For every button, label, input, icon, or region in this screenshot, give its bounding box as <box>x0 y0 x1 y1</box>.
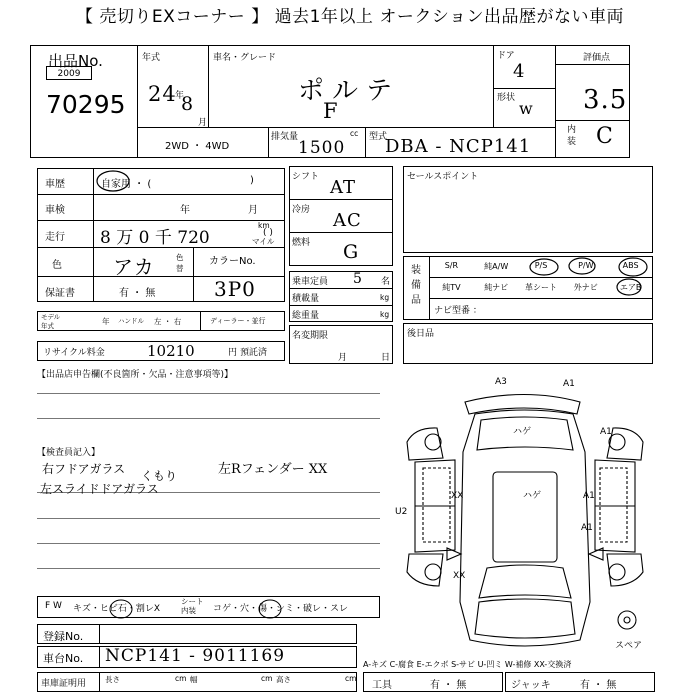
recycle-label: リサイクル料金 <box>43 348 105 358</box>
fw-label: F W <box>45 601 62 611</box>
car-name-value: ポルテ <box>298 76 401 106</box>
diagram-mark: A1 <box>563 379 575 389</box>
post-notes-label: 後日品 <box>407 329 435 339</box>
equipment-item: P/S <box>534 261 548 270</box>
seat-items: コゲ・穴・傷・シミ・破レ・スレ <box>213 604 349 614</box>
doors-label: ドア <box>497 51 515 61</box>
lot-number: 70295 <box>46 90 126 119</box>
equipment-label: 装備品 <box>411 265 421 306</box>
model-reg-label: モデル <box>41 313 61 321</box>
diagram-mark: ハゲ <box>523 491 542 501</box>
mileage-km: km <box>258 221 270 230</box>
sales-point-label: セールスポイント <box>407 172 479 182</box>
cert-height: 高さ <box>276 675 291 684</box>
gross-unit: kg <box>380 310 390 319</box>
mileage-mile: マイル <box>252 237 275 246</box>
color-label: 色 <box>52 260 62 271</box>
chassis-value: NCP141 - 9011169 <box>105 646 286 666</box>
model-reg-dealer: ディーラー・並行 <box>210 317 266 325</box>
mileage-paren: ( ) <box>263 228 273 238</box>
mileage-label: 走行 <box>45 232 65 243</box>
inspector-note-1: 右フドアガラス <box>42 462 126 476</box>
tools-label: 工具 <box>372 680 392 691</box>
inspector-note-3: くもり <box>141 469 178 483</box>
name-change-label: 名変期限 <box>292 331 329 341</box>
model-year-value: 24 <box>148 82 177 106</box>
interior-label: 内装 <box>567 125 577 147</box>
color-change-label: 色替 <box>176 253 184 273</box>
displacement-label: 排気量 <box>271 132 299 142</box>
equipment-item: ABS <box>622 261 639 270</box>
model-year-label: 年式 <box>142 53 161 63</box>
lot-year-box: 2009 <box>46 66 92 80</box>
diagram-mark: A1 <box>581 523 593 533</box>
equipment-item: P/W <box>578 261 594 270</box>
diagram-mark: XX <box>451 491 464 501</box>
shift-value: AT <box>330 177 357 198</box>
fw-items: キズ・ヒビ石・割レX <box>73 604 160 614</box>
history-label: 車歴 <box>45 179 65 190</box>
color-no-label: カラーNo. <box>209 256 256 267</box>
model-type-label: 型式 <box>369 132 388 142</box>
equipment-marks <box>429 256 653 300</box>
equipment-item: エアB <box>619 283 642 292</box>
gross-label: 総重量 <box>292 311 320 321</box>
inspector-label: 【検査員記入】 <box>37 448 101 458</box>
history-close: ) <box>250 175 254 186</box>
capacity-label: 乗車定員 <box>292 277 329 287</box>
rating-label: 評価点 <box>583 53 611 63</box>
cert-label: 車庫証明用 <box>41 679 87 689</box>
car-damage-diagram <box>395 372 660 655</box>
diagram-mark: ハゲ <box>513 427 532 437</box>
equipment-item: 純A/W <box>484 262 509 271</box>
recycle-deposit: 預託済 <box>240 348 268 358</box>
model-reg-year: 年 <box>102 317 110 326</box>
cert-length: 長さ <box>105 675 120 684</box>
seat-label: シート内装 <box>181 597 204 615</box>
tools-value: 有 ・ 無 <box>430 680 467 691</box>
cert-length-unit: cm <box>175 674 187 683</box>
ac-label: 冷房 <box>292 205 311 215</box>
capacity-unit: 名 <box>381 277 391 287</box>
color-value: アカ <box>113 255 155 279</box>
warranty-label: 保証書 <box>45 288 75 299</box>
lot-label: 出品No. <box>48 52 103 70</box>
inspection-year: 年 <box>180 205 190 216</box>
chassis-label: 車台No. <box>43 652 84 665</box>
model-year-unit: 年 <box>175 91 185 101</box>
nav-type-label: ナビ型番 ： <box>434 306 482 316</box>
inspection-label: 車検 <box>45 205 65 216</box>
warranty-value: 有 ・ 無 <box>119 288 156 299</box>
equipment-item: 外ナビ <box>573 283 598 292</box>
car-name-label: 車名・グレード <box>213 53 277 63</box>
rating-value: 3.5 <box>583 85 628 115</box>
registration-row <box>37 624 357 644</box>
shape-label: 形状 <box>497 93 516 103</box>
diagram-mark: XX <box>453 571 466 581</box>
load-unit: kg <box>380 293 390 302</box>
cert-width-unit: cm <box>261 674 273 683</box>
car-grade-value: F <box>323 99 339 123</box>
equipment-item: S/R <box>444 261 459 270</box>
recycle-unit: 円 <box>228 348 238 358</box>
interior-value: C <box>596 124 614 149</box>
history-mark <box>93 168 133 194</box>
inspector-note-2: 左スライドドアガラス <box>40 482 159 496</box>
load-label: 積載量 <box>292 294 320 304</box>
fw-marks <box>100 596 300 620</box>
equipment-item: 革シート <box>524 283 557 292</box>
model-reg-label2: 年式 <box>41 322 54 330</box>
model-type-value: DBA - NCP141 <box>385 136 532 157</box>
mileage-value: 8 万 0 千 720 <box>100 228 210 248</box>
damage-legend: A-キズ C-腐食 E-エクボ S-サビ U-凹ミ W-補修 XX-交換済 <box>363 660 572 669</box>
jack-value: 有 ・ 無 <box>580 680 617 691</box>
displacement-value: 1500 <box>298 138 346 158</box>
name-change-month: 月 <box>338 353 348 363</box>
diagram-mark: A1 <box>600 427 612 437</box>
page-banner: 【 売切りEXコーナー 】 過去1年以上 オークション出品歴がない車両 <box>76 7 624 27</box>
diagram-mark: U2 <box>395 507 408 517</box>
diagram-mark: スペア <box>615 641 643 651</box>
name-change-day: 日 <box>381 353 391 363</box>
model-reg-handle-value: 左 ・ 右 <box>154 317 182 326</box>
post-notes-block <box>403 323 653 364</box>
equipment-item: 純TV <box>442 283 461 292</box>
shape-value: w <box>519 99 534 118</box>
diagram-mark: A1 <box>583 491 595 501</box>
model-month-value: 8 <box>181 93 195 115</box>
ac-value: AC <box>333 210 362 231</box>
capacity-value: 5 <box>353 271 363 287</box>
cert-width: 幅 <box>190 675 198 684</box>
model-month-unit: 月 <box>198 118 208 128</box>
history-value: 自家用 ・ ( <box>101 179 152 190</box>
diagram-mark: A3 <box>495 377 507 387</box>
equipment-item: 純ナビ <box>484 283 509 292</box>
seller-notes-label: 【出品店申告欄(不良箇所・欠品・注意事項等)】 <box>37 370 234 380</box>
color-no-value: 3P0 <box>214 277 256 301</box>
drive-label: 2WD ・ 4WD <box>165 141 230 152</box>
inspector-note-4: 左Rフェンダー XX <box>218 462 328 477</box>
jack-label: ジャッキ <box>511 680 551 691</box>
model-reg-handle: ハンドル <box>118 317 144 325</box>
fuel-label: 燃料 <box>292 238 311 248</box>
inspection-month: 月 <box>248 205 258 216</box>
cert-height-unit: cm <box>345 674 357 683</box>
displacement-unit: cc <box>350 129 359 138</box>
recycle-value: 10210 <box>147 342 195 360</box>
doors-value: 4 <box>513 61 526 82</box>
registration-label: 登録No. <box>43 630 84 643</box>
shift-label: シフト <box>292 172 320 182</box>
fuel-value: G <box>343 241 360 263</box>
